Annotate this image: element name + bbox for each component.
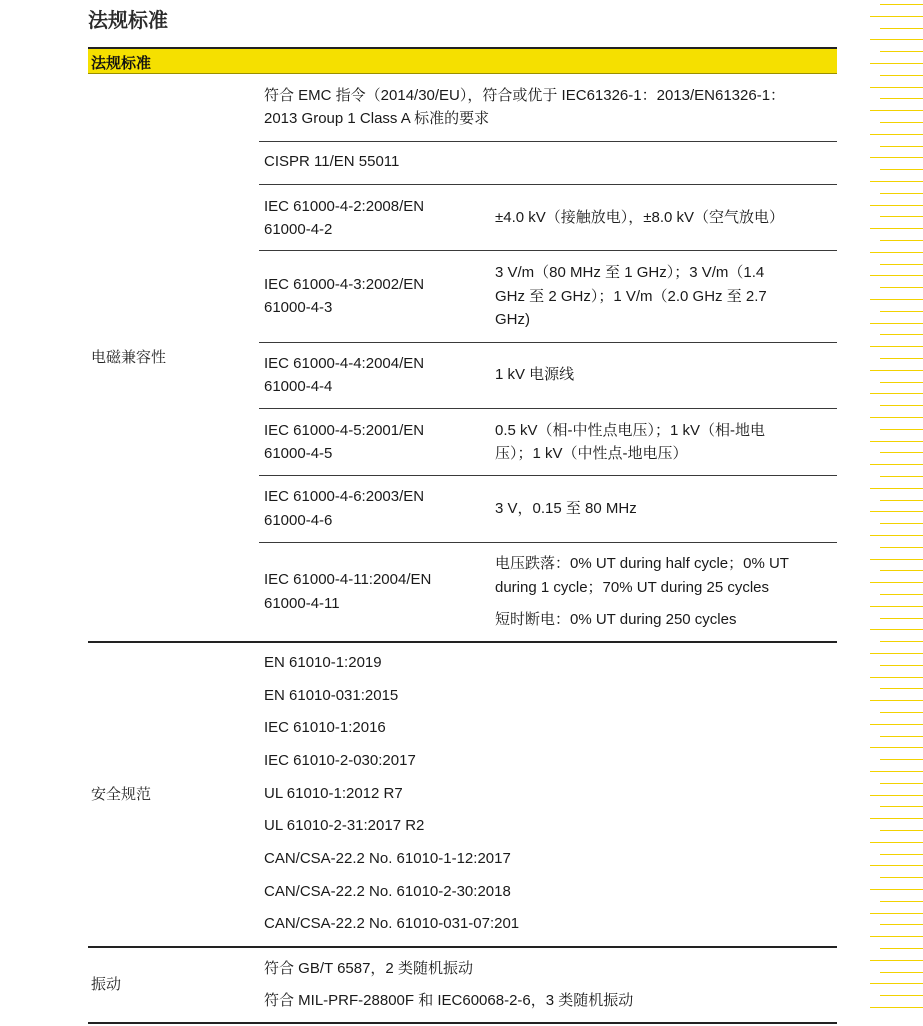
decorative-line <box>880 547 923 548</box>
decorative-line <box>870 393 923 394</box>
section-header-bar <box>88 47 837 74</box>
emc-val-4-11-line-1: 电压跌落：0% UT during half cycle；0% UT <box>495 555 789 572</box>
decorative-line <box>870 181 923 182</box>
decorative-line <box>870 157 923 158</box>
decorative-line <box>870 795 923 796</box>
safety-item: UL 61010-2-31:2017 R2 <box>264 817 425 834</box>
emc-directive-line-1: 符合 EMC 指令（2014/30/EU），符合或优于 IEC61326-1：2013/EN61326-1： <box>264 87 786 104</box>
emc-val-4-4: 1 kV 电源线 <box>495 366 575 383</box>
decorative-line <box>870 370 923 371</box>
emc-std-4-6-line-2: 61000-4-6 <box>264 512 333 529</box>
emc-std-4-6-line-1: IEC 61000-4-6:2003/EN <box>264 488 425 505</box>
emc-std-4-2-line-2: 61000-4-2 <box>264 221 333 238</box>
decorative-line <box>880 429 923 430</box>
decorative-line <box>880 972 923 973</box>
decorative-line <box>880 877 923 878</box>
decorative-line <box>870 818 923 819</box>
decorative-line <box>870 110 923 111</box>
emc-val-4-2: ±4.0 kV（接触放电），±8.0 kV（空气放电） <box>495 209 785 226</box>
decorative-line <box>870 346 923 347</box>
emc-std-4-5-line-2: 61000-4-5 <box>264 445 333 462</box>
decorative-line <box>880 901 923 902</box>
emc-val-4-11-line-2: during 1 cycle；70% UT during 25 cycles <box>495 579 770 596</box>
emc-val-4-3-line-2: GHz 至 2 GHz）；1 V/m（2.0 GHz 至 2.7 <box>495 288 767 305</box>
decorative-line <box>870 747 923 748</box>
decorative-line <box>870 677 923 678</box>
decorative-line <box>880 264 923 265</box>
safety-item: IEC 61010-1:2016 <box>264 719 386 736</box>
decorative-line <box>880 830 923 831</box>
decorative-line <box>870 63 923 64</box>
decorative-line <box>870 299 923 300</box>
decorative-line <box>870 417 923 418</box>
decorative-line <box>880 51 923 52</box>
decorative-line <box>870 936 923 937</box>
decorative-line <box>870 228 923 229</box>
row-divider <box>259 408 837 409</box>
decorative-line <box>870 983 923 984</box>
decorative-line <box>880 500 923 501</box>
row-divider <box>259 342 837 343</box>
decorative-line <box>880 759 923 760</box>
decorative-line <box>880 169 923 170</box>
decorative-line <box>870 464 923 465</box>
decorative-line <box>870 275 923 276</box>
section-header-label: 法规标准 <box>91 55 152 72</box>
emc-std-4-5-line-1: IEC 61000-4-5:2001/EN <box>264 422 425 439</box>
decorative-line <box>880 523 923 524</box>
section-divider <box>88 641 837 643</box>
decorative-line <box>870 488 923 489</box>
decorative-line <box>880 618 923 619</box>
emc-std-4-11-line-2: 61000-4-11 <box>264 595 340 612</box>
emc-std-4-4-line-2: 61000-4-4 <box>264 378 333 395</box>
safety-item: IEC 61010-2-030:2017 <box>264 752 416 769</box>
decorative-line <box>870 960 923 961</box>
emc-directive-line-2: 2013 Group 1 Class A 标准的要求 <box>264 110 490 127</box>
emc-val-4-5-line-2: 压）；1 kV（中性点-地电压） <box>495 445 688 462</box>
decorative-line <box>880 75 923 76</box>
decorative-line <box>870 134 923 135</box>
safety-item: EN 61010-1:2019 <box>264 654 382 671</box>
row-divider <box>259 184 837 185</box>
vibration-item: 符合 GB/T 6587，2 类随机振动 <box>264 960 473 977</box>
decorative-line <box>870 889 923 890</box>
emc-cispr: CISPR 11/EN 55011 <box>264 153 400 170</box>
category-emc: 电磁兼容性 <box>91 349 167 366</box>
decorative-line <box>870 913 923 914</box>
decorative-line <box>880 641 923 642</box>
decorative-line <box>880 924 923 925</box>
decorative-line <box>880 358 923 359</box>
decorative-line <box>880 854 923 855</box>
page-title: 法规标准 <box>88 10 168 32</box>
decorative-line <box>870 87 923 88</box>
decorative-line <box>880 98 923 99</box>
decorative-line <box>870 842 923 843</box>
decorative-line <box>880 193 923 194</box>
emc-val-4-3-line-3: GHz) <box>495 311 530 328</box>
decorative-line <box>870 39 923 40</box>
decorative-line <box>880 452 923 453</box>
emc-std-4-2-line-1: IEC 61000-4-2:2008/EN <box>264 198 425 215</box>
decorative-line <box>880 665 923 666</box>
emc-std-4-4-line-1: IEC 61000-4-4:2004/EN <box>264 355 425 372</box>
decorative-line <box>880 334 923 335</box>
decorative-line <box>880 4 923 5</box>
decorative-line <box>870 559 923 560</box>
decorative-line <box>880 28 923 29</box>
safety-item: CAN/CSA-22.2 No. 61010-031-07:201 <box>264 915 520 932</box>
decorative-line <box>880 594 923 595</box>
decorative-line <box>870 582 923 583</box>
decorative-line <box>870 323 923 324</box>
decorative-line <box>880 570 923 571</box>
emc-val-4-3-line-1: 3 V/m（80 MHz 至 1 GHz）；3 V/m（1.4 <box>495 264 765 281</box>
decorative-line <box>870 865 923 866</box>
decorative-line <box>870 511 923 512</box>
row-divider <box>259 141 837 142</box>
safety-item: CAN/CSA-22.2 No. 61010-2-30:2018 <box>264 883 511 900</box>
category-safety: 安全规范 <box>91 786 152 803</box>
decorative-line <box>870 724 923 725</box>
section-divider <box>88 946 837 948</box>
decorative-line <box>880 995 923 996</box>
decorative-line <box>880 287 923 288</box>
decorative-line <box>880 688 923 689</box>
safety-item: UL 61010-1:2012 R7 <box>264 785 403 802</box>
row-divider <box>259 250 837 251</box>
decorative-line <box>880 736 923 737</box>
decorative-line <box>880 240 923 241</box>
decorative-line <box>870 629 923 630</box>
decorative-line <box>870 16 923 17</box>
decorative-line <box>880 122 923 123</box>
emc-std-4-11-line-1: IEC 61000-4-11:2004/EN <box>264 571 432 588</box>
decorative-line <box>870 441 923 442</box>
decorative-line <box>870 606 923 607</box>
decorative-line <box>870 205 923 206</box>
decorative-line <box>880 382 923 383</box>
decorative-line <box>870 535 923 536</box>
row-divider <box>259 475 837 476</box>
safety-item: CAN/CSA-22.2 No. 61010-1-12:2017 <box>264 850 511 867</box>
emc-val-4-11-line-3: 短时断电：0% UT during 250 cycles <box>495 611 737 628</box>
emc-std-4-3-line-2: 61000-4-3 <box>264 299 333 316</box>
decorative-line <box>870 771 923 772</box>
emc-val-4-6: 3 V，0.15 至 80 MHz <box>495 500 637 517</box>
decorative-line <box>880 405 923 406</box>
decorative-line <box>870 700 923 701</box>
safety-item: EN 61010-031:2015 <box>264 687 399 704</box>
decorative-line <box>870 653 923 654</box>
decorative-line <box>880 712 923 713</box>
decorative-line <box>870 1007 923 1008</box>
emc-std-4-3-line-1: IEC 61000-4-3:2002/EN <box>264 276 425 293</box>
decorative-line <box>870 252 923 253</box>
section-divider <box>88 1022 837 1024</box>
vibration-item: 符合 MIL-PRF-28800F 和 IEC60068-2-6，3 类随机振动 <box>264 992 634 1009</box>
decorative-line <box>880 311 923 312</box>
decorative-line <box>880 806 923 807</box>
category-vibration: 振动 <box>91 976 122 993</box>
emc-val-4-5-line-1: 0.5 kV（相-中性点电压）；1 kV（相-地电 <box>495 422 766 439</box>
decorative-line <box>880 783 923 784</box>
decorative-line <box>880 146 923 147</box>
decorative-line <box>880 216 923 217</box>
row-divider <box>259 542 837 543</box>
decorative-line <box>880 476 923 477</box>
decorative-line <box>880 948 923 949</box>
